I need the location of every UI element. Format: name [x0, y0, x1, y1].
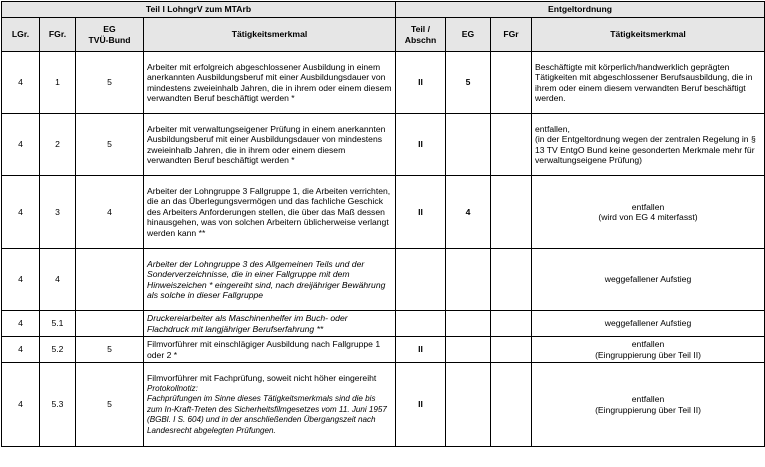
col-header-teil-abschn: Teil / Abschn	[396, 18, 446, 52]
cell-taetigkeitsmerkmal-left: Druckereiarbeiter als Maschinenhelfer im Buch- oder Flachdruck mit langjähriger Berufserfahrung **	[144, 311, 396, 337]
cell-eg	[446, 249, 491, 311]
cell-lgr: 4	[2, 249, 40, 311]
cell-eg-tvu	[76, 311, 144, 337]
cell-eg-tvu: 4	[76, 176, 144, 249]
protokollnotiz-title: Protokollnotiz:	[147, 383, 198, 393]
cell-fgr-right	[491, 176, 532, 249]
cell-taetigkeitsmerkmal-right	[532, 114, 765, 176]
cell-eg: 4	[446, 176, 491, 249]
cell-taetigkeitsmerkmal-left: Filmvorführer mit einschlägiger Ausbildung nach Fallgruppe 1 oder 2 *	[144, 337, 396, 363]
cell-eg	[446, 337, 491, 363]
group-header-right: Entgeltordnung	[396, 2, 765, 18]
table-row	[2, 52, 765, 114]
cell-taetigkeitsmerkmal-right: weggefallener Aufstieg	[532, 249, 765, 311]
cell-eg-tvu: 5	[76, 363, 144, 447]
cell-fgr-right	[491, 337, 532, 363]
cell-taetigkeitsmerkmal-right: Beschäftigte mit körperlich/handwerklich geprägten Tätigkeiten mit abgeschlossener Berufsausbildung, die in ihrem oder einem diesem verwandten Beruf beschäftigt werden.	[532, 52, 765, 114]
table-row	[2, 176, 765, 249]
cell-taetigkeitsmerkmal-left: Arbeiter der Lohngruppe 3 Fallgruppe 1, die Arbeiten verrichten, die an das Überlegungsvermögen und das fachliche Geschick des Arbeiters Anforderungen stellen, die über das Maß dessen hinausgehen, was von solchen Arbeitern üblicherweise verlangt werden kann **	[144, 176, 396, 249]
entfallen-note: (Eingruppierung über Teil II)	[595, 349, 701, 360]
cell-lgr: 4	[2, 176, 40, 249]
entfallen-text: entfallen	[631, 201, 665, 212]
cell-fgr: 1	[40, 52, 76, 114]
cell-eg-tvu	[76, 249, 144, 311]
group-header-left: Teil I LohngrV zum MTArb	[2, 2, 396, 18]
cell-teil	[396, 311, 446, 337]
cell-fgr: 5.2	[40, 337, 76, 363]
cell-fgr-right	[491, 311, 532, 337]
table-row	[2, 249, 765, 311]
cell-taetigkeitsmerkmal-right: weggefallener Aufstieg	[532, 311, 765, 337]
cell-fgr: 5.3	[40, 363, 76, 447]
entfallen-text: entfallen,	[535, 123, 570, 134]
cell-fgr: 2	[40, 114, 76, 176]
cell-eg-tvu: 5	[76, 114, 144, 176]
cell-fgr-right	[491, 114, 532, 176]
cell-fgr-right	[491, 249, 532, 311]
cell-eg-tvu: 5	[76, 52, 144, 114]
cell-taetigkeitsmerkmal-right	[532, 337, 765, 363]
table-row	[2, 337, 765, 363]
cell-fgr: 4	[40, 249, 76, 311]
col-header-taetigkeitsmerkmal-right: Tätigkeitsmerkmal	[532, 18, 765, 52]
cell-eg-tvu: 5	[76, 337, 144, 363]
table-row	[2, 311, 765, 337]
eingruppierung-table	[1, 1, 765, 447]
col-header-taetigkeitsmerkmal-left: Tätigkeitsmerkmal	[144, 18, 396, 52]
cell-teil: II	[396, 52, 446, 114]
cell-taetigkeitsmerkmal-left	[144, 363, 396, 447]
entfallen-text: entfallen	[631, 394, 665, 404]
cell-eg	[446, 363, 491, 447]
entfallen-text: entfallen	[631, 339, 665, 349]
merkmal-text: Filmvorführer mit Fachprüfung, soweit nicht höher eingereiht	[147, 373, 377, 383]
entfallen-note: (Eingruppierung über Teil II)	[595, 404, 701, 415]
cell-fgr: 3	[40, 176, 76, 249]
cell-lgr: 4	[2, 52, 40, 114]
cell-teil: II	[396, 114, 446, 176]
cell-taetigkeitsmerkmal-left: Arbeiter mit verwaltungseigener Prüfung in einem anerkannten Ausbildungsberuf mit einer Ausbildungsdauer von mindestens zweieinhalb Jahren, die in ihrem oder einem diesem verwandten Beruf beschäftigt werden *	[144, 114, 396, 176]
table-row	[2, 363, 765, 447]
col-header-eg-tvu-bund: EG TVÜ-Bund	[76, 18, 144, 52]
cell-teil: II	[396, 337, 446, 363]
cell-fgr: 5.1	[40, 311, 76, 337]
cell-taetigkeitsmerkmal-right	[532, 176, 765, 249]
col-header-lgr: LGr.	[2, 18, 40, 52]
cell-lgr: 4	[2, 114, 40, 176]
cell-lgr: 4	[2, 337, 40, 363]
col-header-fgr: FGr.	[40, 18, 76, 52]
cell-taetigkeitsmerkmal-left: Arbeiter mit erfolgreich abgeschlossener Ausbildung in einem anerkannten Ausbildungsberuf mit einer Ausbildungsdauer von mindestens zweieinhalb Jahren, die in ihrem oder einem diesem verwandten Beruf beschäftigt werden *	[144, 52, 396, 114]
cell-eg: 5	[446, 52, 491, 114]
protokollnotiz-text: Fachprüfungen im Sinne dieses Tätigkeitsmerkmals sind die bis zum In-Kraft-Treten des Sicherheitsfilmgesetzes vom 11. Juni 1957 (BGBl. I S. 604) und in der anschließenden Übergangszeit nach Landesrecht abgelegten Prüfungen.	[147, 394, 387, 435]
cell-lgr: 4	[2, 363, 40, 447]
col-header-eg: EG	[446, 18, 491, 52]
table-row	[2, 114, 765, 176]
cell-teil: II	[396, 176, 446, 249]
cell-fgr-right	[491, 363, 532, 447]
cell-teil: II	[396, 363, 446, 447]
cell-fgr-right	[491, 52, 532, 114]
cell-taetigkeitsmerkmal-right	[532, 363, 765, 447]
entfallen-note: (wird von EG 4 miterfasst)	[598, 212, 698, 222]
cell-lgr: 4	[2, 311, 40, 337]
cell-eg	[446, 114, 491, 176]
cell-teil	[396, 249, 446, 311]
cell-eg	[446, 311, 491, 337]
cell-taetigkeitsmerkmal-left: Arbeiter der Lohngruppe 3 des Allgemeinen Teils und der Sonderverzeichnisse, die in einer Fallgruppe mit dem Hinweiszeichen * eingereiht sind, nach dreijähriger Bewährung als solche in dieser Fallgruppe	[144, 249, 396, 311]
entfallen-note: (in der Entgeltordnung wegen der zentralen Regelung in § 13 TV EntgO Bund keine gesonderten Merkmale mehr für verwaltungseigene Prüfung)	[535, 134, 756, 165]
col-header-fgr-right: FGr	[491, 18, 532, 52]
